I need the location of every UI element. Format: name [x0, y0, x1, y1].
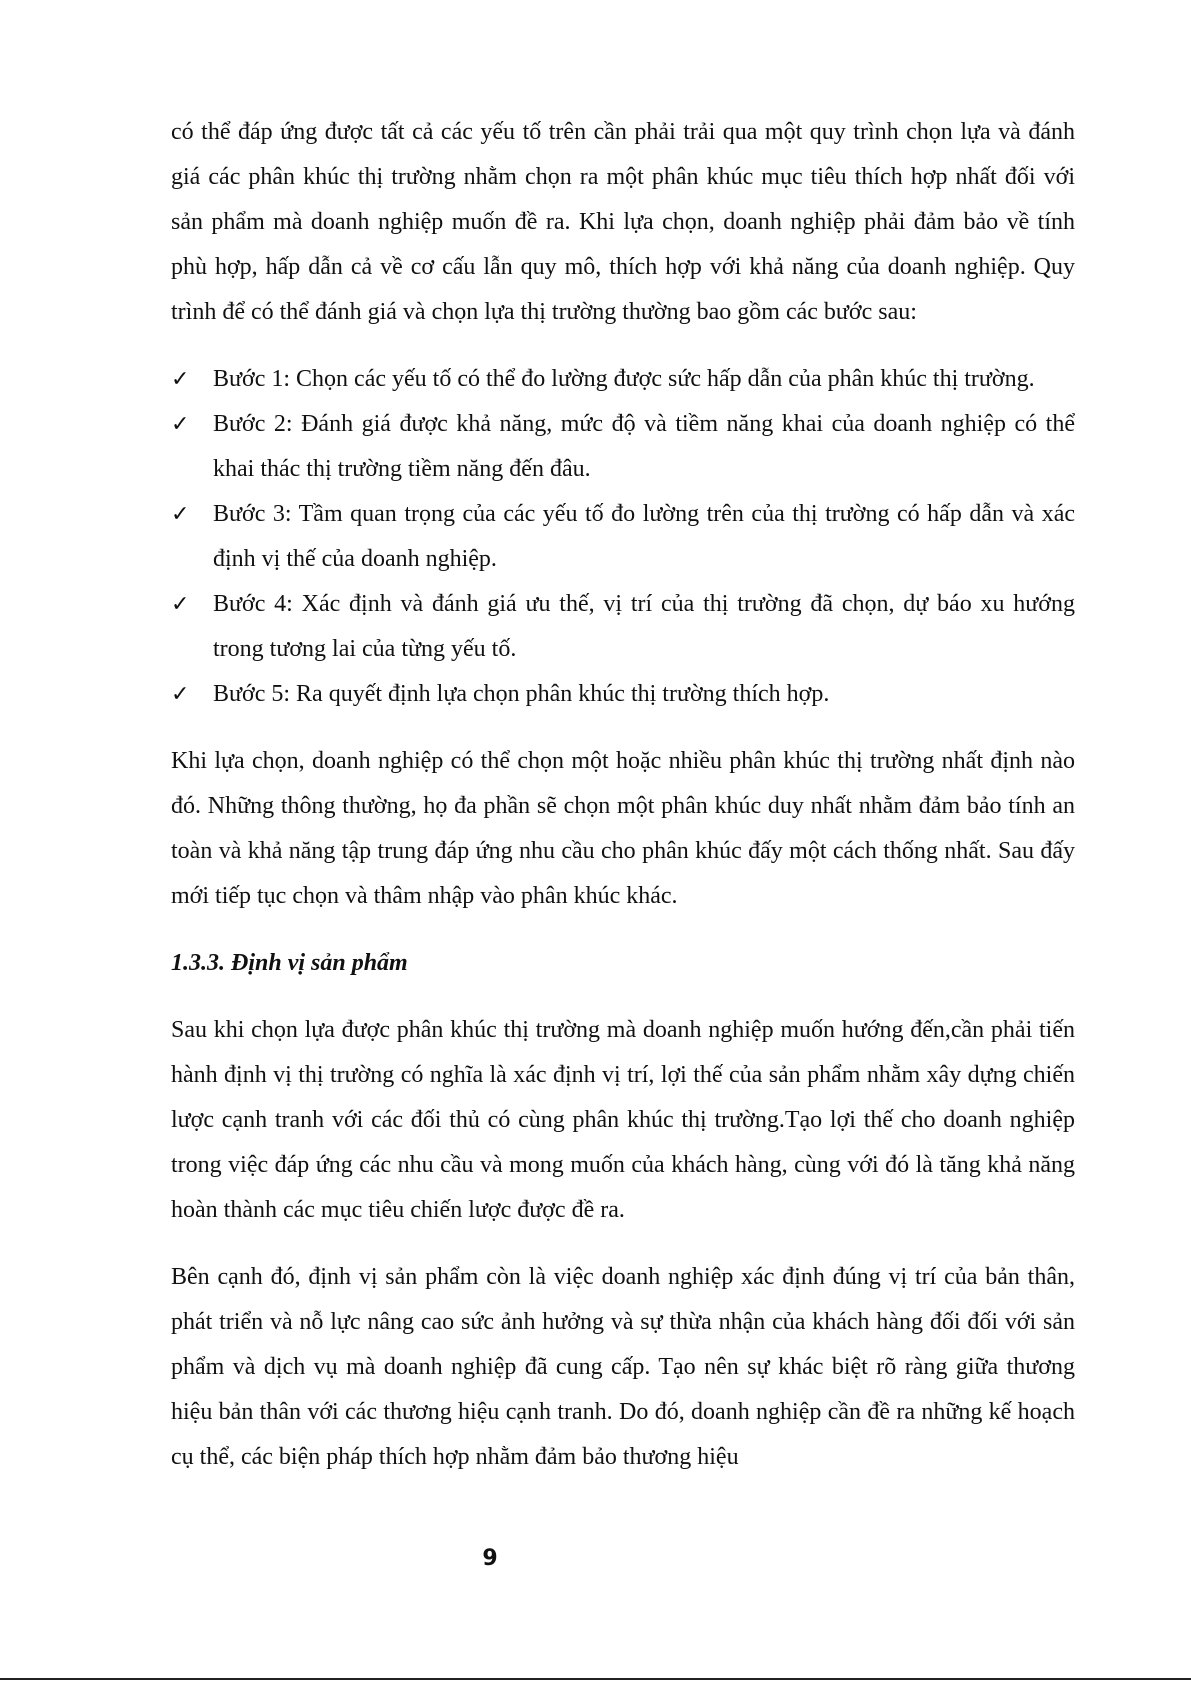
check-icon: ✓	[171, 367, 190, 392]
list-item	[171, 402, 1075, 492]
footer-divider	[0, 1678, 1191, 1680]
list-item	[171, 672, 1075, 717]
section-heading: 1.3.3. Định vị sản phẩm	[171, 950, 408, 976]
positioning-paragraph-1: Sau khi chọn lựa được phân khúc thị trường mà doanh nghiệp muốn hướng đến,cần phải tiến hành định vị thị trường có nghĩa là xác định vị trí, lợi thế của sản phẩm nhằm xây dựng chiến lược cạnh tranh với các đối thủ có cùng phân khúc thị trường.Tạo lợi thế cho doanh nghiệp trong việc đáp ứng các nhu cầu và mong muốn của khách hàng, cùng với đó là tăng khả năng hoàn thành các mục tiêu chiến lược được đề ra.	[171, 1017, 1075, 1223]
steps-list	[171, 357, 1075, 717]
step-text: Bước 4: Xác định và đánh giá ưu thế, vị trí của thị trường đã chọn, dự báo xu hướng trong tương lai của từng yếu tố.	[213, 591, 1075, 662]
step-text: Bước 5: Ra quyết định lựa chọn phân khúc thị trường thích hợp.	[213, 681, 830, 707]
step-text: Bước 3: Tầm quan trọng của các yếu tố đo lường trên của thị trường có hấp dẫn và xác định vị thế của doanh nghiệp.	[213, 501, 1075, 572]
check-icon: ✓	[171, 412, 190, 437]
list-item	[171, 492, 1075, 582]
positioning-paragraph-2: Bên cạnh đó, định vị sản phẩm còn là việc doanh nghiệp xác định đúng vị trí của bản thân, phát triển và nỗ lực nâng cao sức ảnh hưởng và sự thừa nhận của khách hàng đối đối với sản phẩm và dịch vụ mà doanh nghiệp đã cung cấp. Tạo nên sự khác biệt rõ ràng giữa thương hiệu bản thân với các thương hiệu cạnh tranh. Do đó, doanh nghiệp cần đề ra những kế hoạch cụ thể, các biện pháp thích hợp nhằm đảm bảo thương hiệu	[171, 1264, 1075, 1470]
list-item	[171, 582, 1075, 672]
step-text: Bước 1: Chọn các yếu tố có thể đo lường được sức hấp dẫn của phân khúc thị trường.	[213, 366, 1035, 392]
step-text: Bước 2: Đánh giá được khả năng, mức độ và tiềm năng khai của doanh nghiệp có thể khai thác thị trường tiềm năng đến đâu.	[213, 411, 1075, 482]
selection-paragraph: Khi lựa chọn, doanh nghiệp có thể chọn một hoặc nhiều phân khúc thị trường nhất định nào đó. Những thông thường, họ đa phần sẽ chọn một phân khúc duy nhất nhằm đảm bảo tính an toàn và khả năng tập trung đáp ứng nhu cầu cho phân khúc đấy một cách thống nhất. Sau đấy mới tiếp tục chọn và thâm nhập vào phân khúc khác.	[171, 748, 1075, 909]
intro-paragraph: có thể đáp ứng được tất cả các yếu tố trên cần phải trải qua một quy trình chọn lựa và đánh giá các phân khúc thị trường nhằm chọn ra một phân khúc mục tiêu thích hợp nhất đối với sản phẩm mà doanh nghiệp muốn đề ra. Khi lựa chọn, doanh nghiệp phải đảm bảo về tính phù hợp, hấp dẫn cả về cơ cấu lẫn quy mô, thích hợp với khả năng của doanh nghiệp. Quy trình để có thể đánh giá và chọn lựa thị trường thường bao gồm các bước sau:	[171, 119, 1075, 325]
check-icon: ✓	[171, 502, 190, 527]
list-item	[171, 357, 1075, 402]
check-icon: ✓	[171, 592, 190, 617]
document-body	[171, 110, 1075, 1480]
check-icon: ✓	[171, 682, 190, 707]
page-number: 9	[482, 1546, 498, 1571]
